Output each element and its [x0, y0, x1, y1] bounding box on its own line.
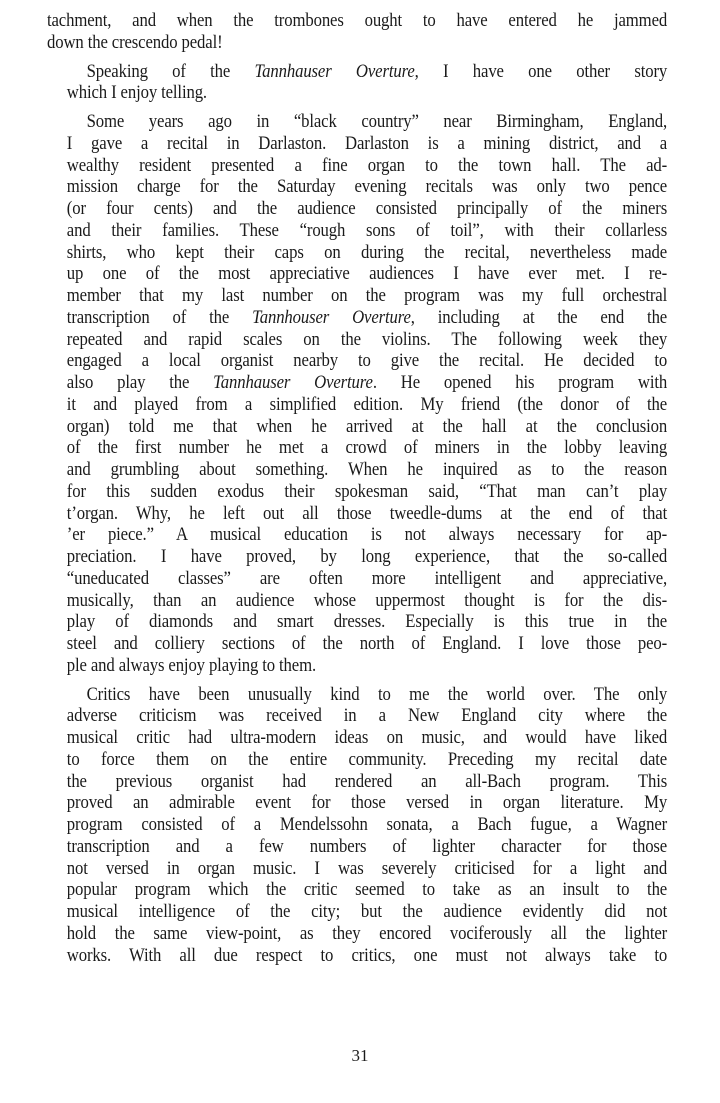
- text-line: musical intelligence of the city; but the audience evidently did not: [66, 901, 668, 922]
- text-line: musical critic had ultra-modern ideas on music, and would have liked: [66, 727, 668, 748]
- page-number: 31: [351, 1046, 369, 1065]
- text-line: I gave a recital in Darlaston. Darlaston is a mining district, and a: [66, 132, 668, 154]
- text-line: t’organ. Why, he left out all those tweedle-dums at the end of that: [66, 502, 668, 524]
- text-line: repeated and rapid scales on the violins. The following week they: [66, 328, 668, 350]
- text-line: play of diamonds and smart dresses. Especially is this true in the: [66, 611, 668, 633]
- text-line: for this sudden exodus their spokesman said, “That man can’t play: [66, 480, 668, 502]
- italic-title: Tannhouser Overture: [252, 306, 411, 328]
- paragraph-4: [47, 684, 667, 967]
- text-line: works. With all due respect to critics, one must not always take to: [66, 944, 668, 966]
- text-line: proved an admirable event for those versed in organ literature. My: [66, 792, 668, 814]
- text-line: musically, than an audience whose uppermost thought is for the dis-: [66, 589, 668, 611]
- text-line: steel and colliery sections of the north of England. I love those peo-: [66, 633, 668, 654]
- text-line: Some years ago in “black country” near Birmingham, England,: [86, 111, 668, 132]
- text-line: hold the same view-point, as they encored vociferously all the lighter: [66, 922, 668, 944]
- text-line: adverse criticism was received in a New England city where the: [66, 705, 668, 727]
- text-line: Critics have been unusually kind to me the world over. The only: [86, 683, 668, 705]
- text-line: up one of the most appreciative audiences I have ever met. I re-: [66, 263, 668, 285]
- text-line: mission charge for the Saturday evening recitals was only two pence: [66, 176, 668, 198]
- text-line: the previous organist had rendered an all-Bach program. This: [66, 770, 668, 792]
- text-line: ple and always enjoy playing to them.: [66, 654, 317, 676]
- text-line: of the first number he met a crowd of miners in the lobby leaving: [66, 437, 668, 459]
- italic-title: Tannhauser Overture: [213, 372, 373, 393]
- book-page-body: [47, 10, 667, 966]
- paragraph-1: [47, 10, 667, 54]
- text-line: Speaking of the Tannhauser Overture, I have one other story: [86, 60, 668, 82]
- text-line: ’er piece.” A musical education is not always necessary for ap-: [66, 524, 668, 546]
- text-line: transcription of the Tannhouser Overture, including at the end the: [66, 306, 668, 328]
- text-line: it and played from a simplified edition. My friend (the donor of the: [66, 393, 668, 415]
- text-line: engaged a local organist nearby to give the recital. He decided to: [66, 350, 668, 372]
- text-line: organ) told me that when he arrived at the hall at the conclusion: [66, 415, 668, 437]
- text-line: popular program which the critic seemed to take as an insult to the: [66, 879, 668, 901]
- text-line: down the crescendo pedal!: [47, 31, 223, 53]
- text-line: tachment, and when the trombones ought to have entered he jammed: [47, 10, 668, 31]
- text-line: wealthy resident presented a fine organ to the town hall. The ad-: [66, 154, 668, 176]
- paragraph-3: [47, 111, 667, 677]
- text-line: not versed in organ music. I was severely criticised for a light and: [66, 857, 668, 879]
- text-line: and grumbling about something. When he inquired as to the reason: [66, 459, 668, 480]
- text-line: member that my last number on the program was my full orchestral: [66, 285, 668, 306]
- text-line: also play the Tannhauser Overture. He opened his program with: [66, 372, 668, 393]
- text-line: to force them on the entire community. Preceding my recital date: [66, 748, 668, 770]
- text-line: and their families. These “rough sons of toil”, with their collarless: [66, 219, 668, 241]
- text-line: “uneducated classes” are often more intelligent and appreciative,: [66, 567, 668, 589]
- text-line: shirts, who kept their caps on during the recital, nevertheless made: [66, 241, 668, 263]
- text-line: which I enjoy telling.: [66, 82, 207, 104]
- paragraph-2: [47, 61, 667, 105]
- text-line: transcription and a few numbers of lighter character for those: [66, 835, 668, 857]
- text-line: preciation. I have proved, by long experience, that the so-called: [66, 546, 668, 567]
- italic-title: Tannhauser Overture: [254, 60, 415, 82]
- text-line: (or four cents) and the audience consisted principally of the miners: [66, 198, 668, 219]
- text-line: program consisted of a Mendelssohn sonata, a Bach fugue, a Wagner: [66, 814, 668, 835]
